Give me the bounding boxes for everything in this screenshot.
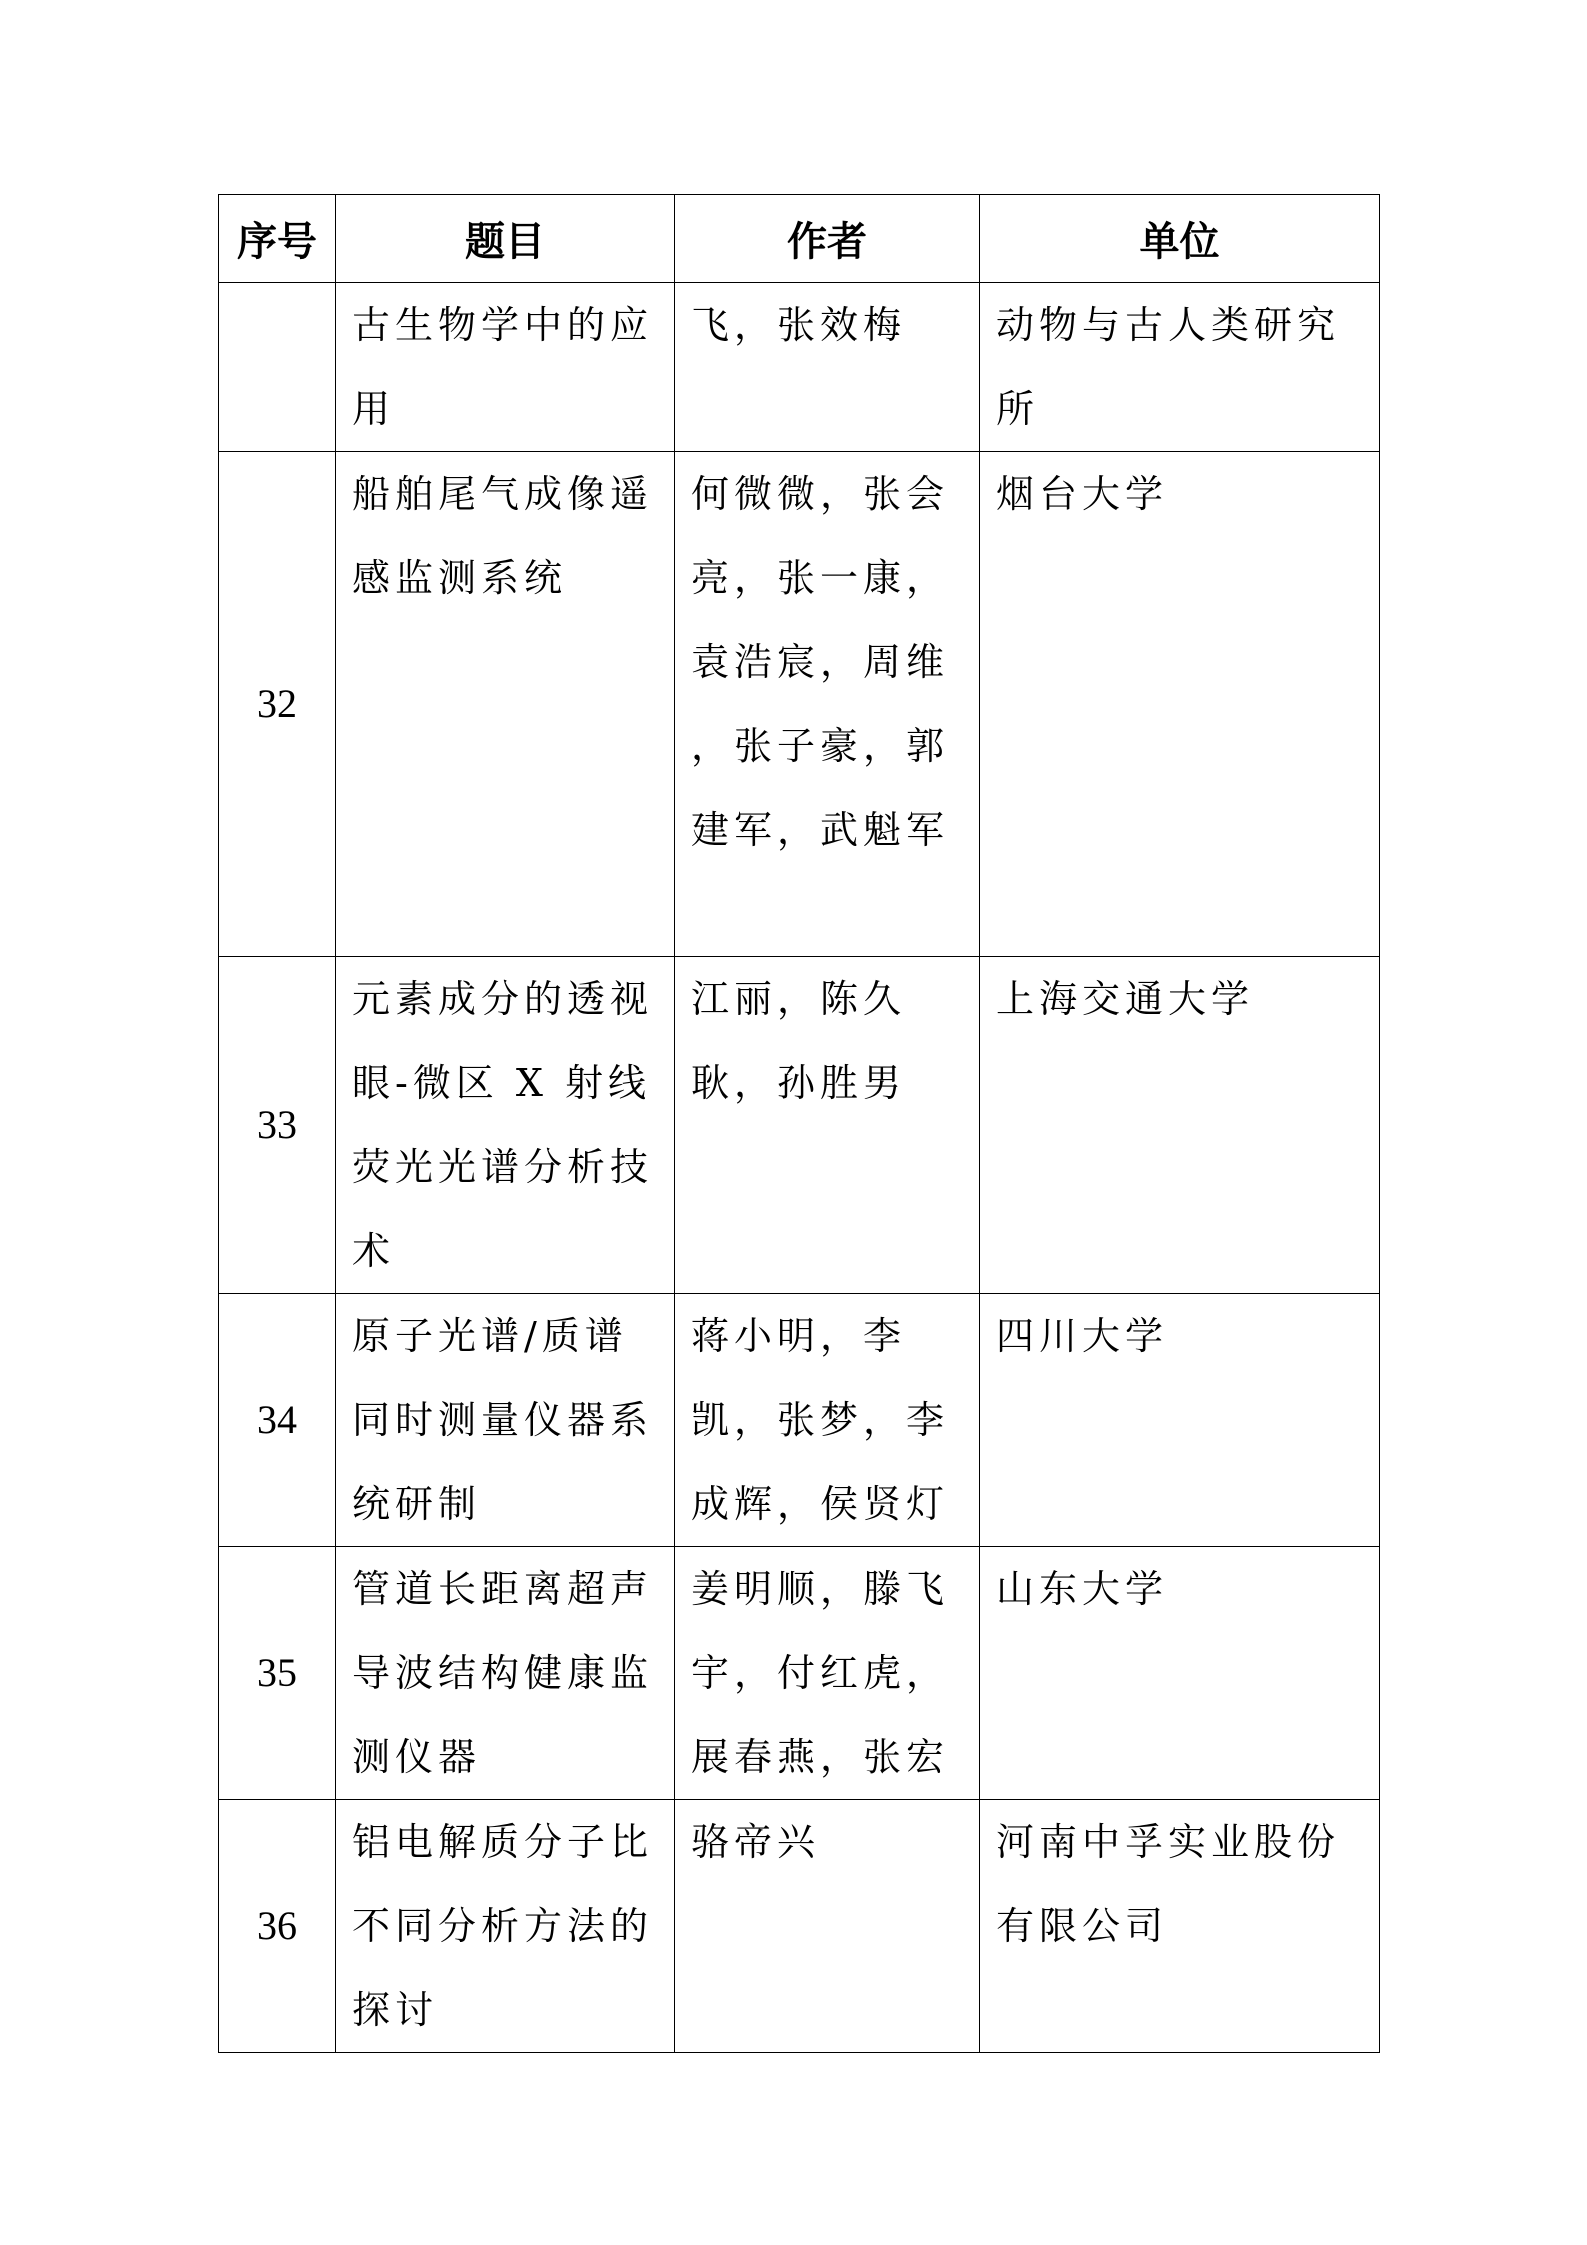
header-seq: 序号 bbox=[219, 195, 336, 283]
table-row bbox=[219, 1800, 1380, 2053]
cell-unit-text: 河南中孚实业股份有限公司 bbox=[996, 1820, 1341, 1948]
cell-title-text: 原子光谱/质谱同时测量仪器系统研制 bbox=[352, 1314, 654, 1526]
header-title: 题目 bbox=[336, 195, 675, 283]
cell-unit bbox=[980, 1294, 1380, 1547]
header-unit: 单位 bbox=[980, 195, 1380, 283]
cell-title-text: 铝电解质分子比不同分析方法的探讨 bbox=[352, 1820, 654, 2032]
cell-unit bbox=[980, 1547, 1380, 1800]
cell-seq: 33 bbox=[219, 957, 336, 1294]
cell-title bbox=[336, 957, 675, 1294]
cell-unit bbox=[980, 283, 1380, 452]
cell-title-text: 船舶尾气成像遥感监测系统 bbox=[352, 472, 654, 600]
cell-title bbox=[336, 283, 675, 452]
cell-unit-text: 上海交通大学 bbox=[996, 977, 1255, 1021]
cell-authors-text: 姜明顺，滕飞宇，付红虎，展春燕，张宏 bbox=[691, 1567, 950, 1779]
cell-seq: 35 bbox=[219, 1547, 336, 1800]
cell-authors bbox=[675, 1547, 980, 1800]
cell-authors-text: 蒋小明，李凯，张梦，李成辉，侯贤灯 bbox=[691, 1314, 950, 1526]
cell-authors-text: 江丽，陈久耿，孙胜男 bbox=[691, 977, 907, 1105]
header-authors: 作者 bbox=[675, 195, 980, 283]
award-list-table bbox=[218, 194, 1380, 2053]
cell-authors bbox=[675, 283, 980, 452]
table-row bbox=[219, 1294, 1380, 1547]
cell-unit bbox=[980, 1800, 1380, 2053]
cell-authors bbox=[675, 957, 980, 1294]
cell-authors bbox=[675, 1294, 980, 1547]
cell-unit-text: 动物与古人类研究所 bbox=[996, 303, 1341, 431]
cell-unit bbox=[980, 957, 1380, 1294]
cell-title bbox=[336, 1547, 675, 1800]
cell-seq: 36 bbox=[219, 1800, 336, 2053]
table-header bbox=[219, 195, 1380, 283]
cell-seq: 32 bbox=[219, 452, 336, 957]
cell-title-text: 元素成分的透视眼-微区 X 射线荧光光谱分析技术 bbox=[352, 977, 654, 1273]
header-row bbox=[219, 195, 1380, 283]
cell-authors-text: 骆帝兴 bbox=[691, 1820, 821, 1864]
table-row bbox=[219, 452, 1380, 957]
cell-unit-text: 烟台大学 bbox=[996, 472, 1169, 516]
cell-title bbox=[336, 1294, 675, 1547]
cell-unit-text: 四川大学 bbox=[996, 1314, 1169, 1358]
table-body bbox=[219, 283, 1380, 2053]
cell-title-text: 古生物学中的应用 bbox=[352, 303, 654, 431]
cell-title bbox=[336, 452, 675, 957]
cell-authors-text: 何微微，张会亮，张一康，袁浩宸，周维 ，张子豪，郭建军，武魁军 bbox=[691, 472, 950, 852]
cell-authors bbox=[675, 1800, 980, 2053]
cell-title-text: 管道长距离超声导波结构健康监测仪器 bbox=[352, 1567, 654, 1779]
cell-seq: 34 bbox=[219, 1294, 336, 1547]
cell-authors-text: 飞，张效梅 bbox=[691, 303, 907, 347]
cell-title bbox=[336, 1800, 675, 2053]
table-row bbox=[219, 283, 1380, 452]
table-row bbox=[219, 957, 1380, 1294]
table-row bbox=[219, 1547, 1380, 1800]
cell-unit-text: 山东大学 bbox=[996, 1567, 1169, 1611]
cell-authors bbox=[675, 452, 980, 957]
cell-seq bbox=[219, 283, 336, 452]
cell-unit bbox=[980, 452, 1380, 957]
